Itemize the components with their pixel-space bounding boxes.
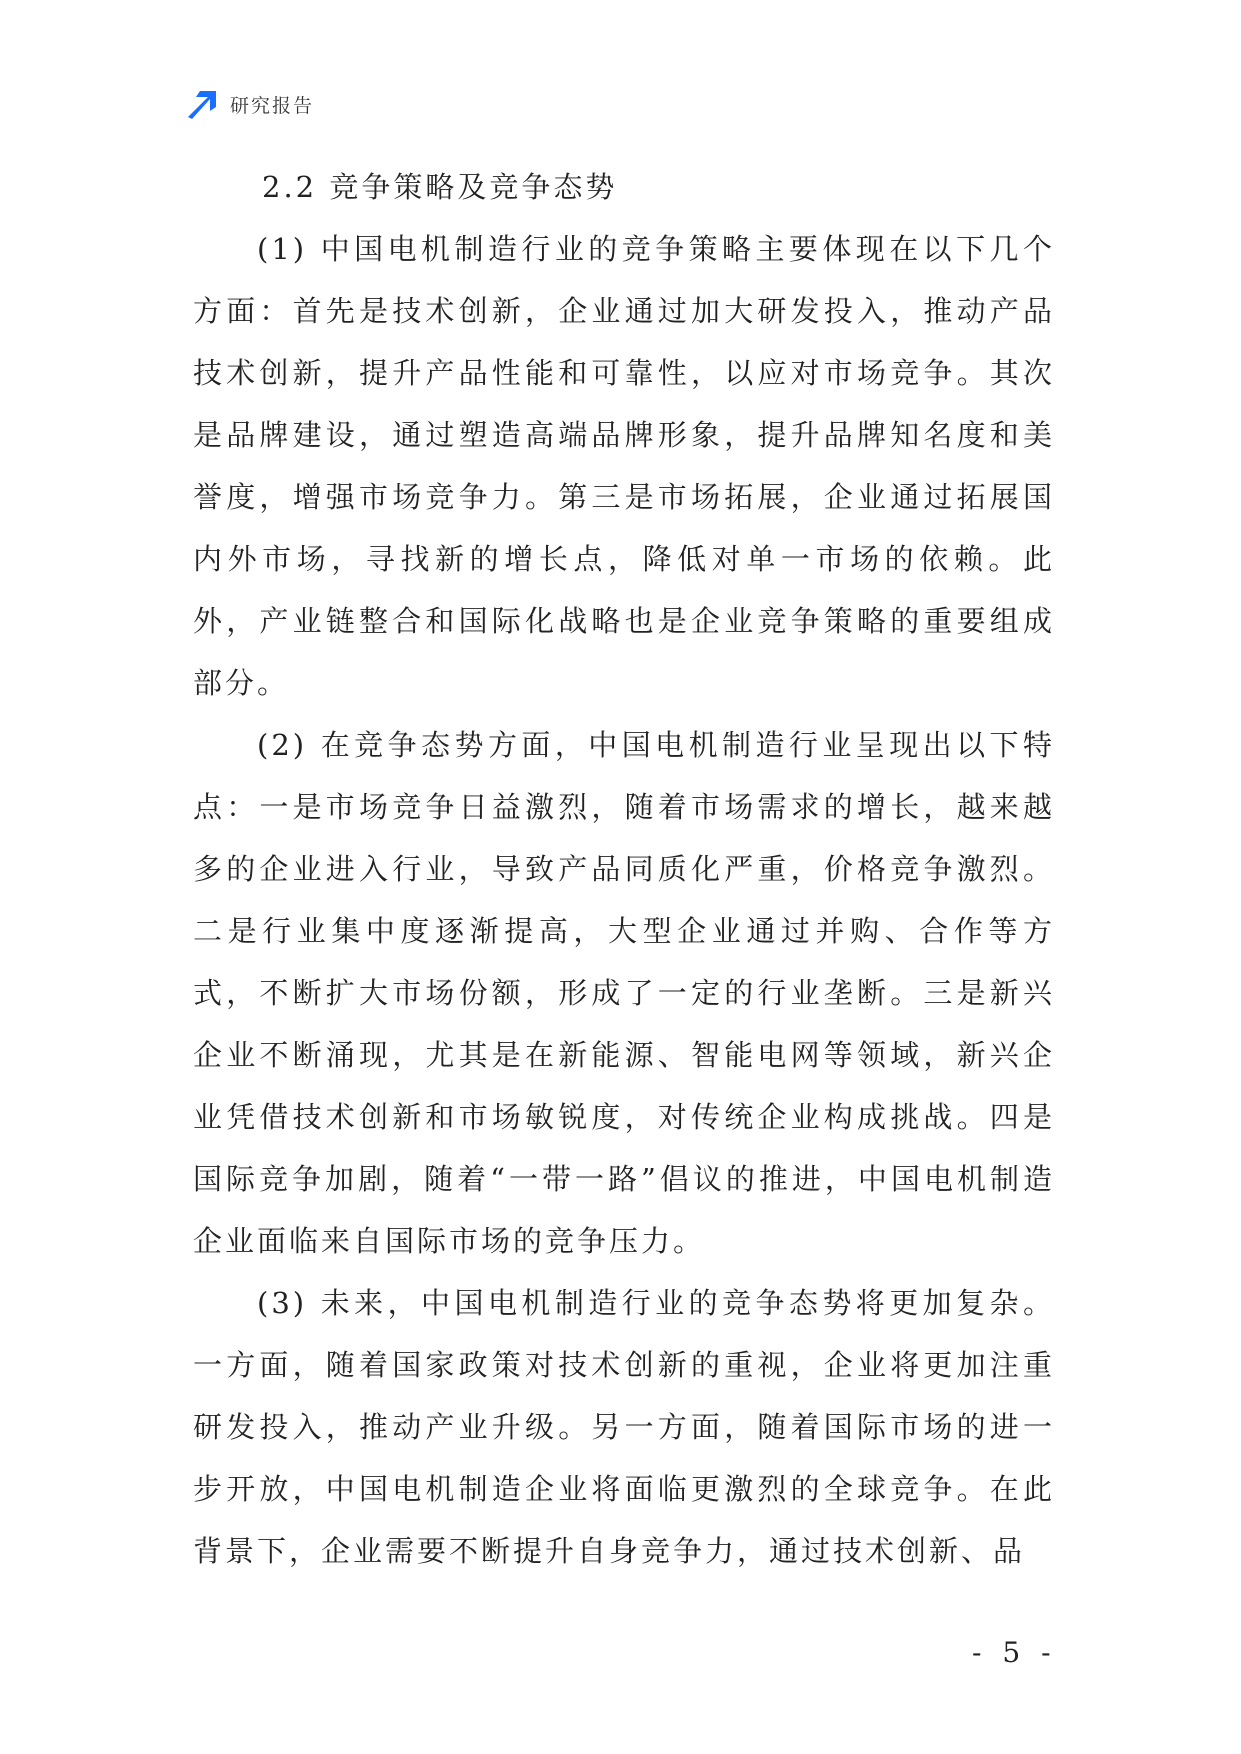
header-label: 研究报告	[230, 94, 315, 117]
report-arrow-icon	[186, 87, 220, 121]
paragraph-future-outlook: (3) 未来，中国电机制造行业的竞争态势将更加复杂。一方面，随着国家政策对技术创新的重视，企业将更加注重研发投入，推动产业升级。另一方面，随着国际市场的进一步开放，中国电机制造企业将面临更激烈的全球竞争。在此背景下，企业需要不断提升自身竞争力，通过技术创新、品	[193, 1286, 1055, 1568]
paragraph-competitive-strategy: (1) 中国电机制造行业的竞争策略主要体现在以下几个方面：首先是技术创新，企业通过加大研发投入，推动产品技术创新，提升产品性能和可靠性，以应对市场竞争。其次是品牌建设，通过塑造高端品牌形象，提升品牌知名度和美誉度，增强市场竞争力。第三是市场拓展，企业通过拓展国内外市场，寻找新的增长点，降低对单一市场的依赖。此外，产业链整合和国际化战略也是企业竞争策略的重要组成部分。	[193, 232, 1055, 700]
page-header	[186, 86, 314, 122]
document-body	[193, 156, 1055, 1582]
page-number: - 5 -	[972, 1636, 1057, 1669]
paragraph-competitive-landscape: (2) 在竞争态势方面，中国电机制造行业呈现出以下特点：一是市场竞争日益激烈，随着市场需求的增长，越来越多的企业进入行业，导致产品同质化严重，价格竞争激烈。二是行业集中度逐渐提高，大型企业通过并购、合作等方式，不断扩大市场份额，形成了一定的行业垄断。三是新兴企业不断涌现，尤其是在新能源、智能电网等领域，新兴企业凭借技术创新和市场敏锐度，对传统企业构成挑战。四是国际竞争加剧，随着“一带一路”倡议的推进，中国电机制造企业面临来自国际市场的竞争压力。	[193, 728, 1055, 1258]
section-title: 2.2 竞争策略及竞争态势	[262, 170, 618, 204]
